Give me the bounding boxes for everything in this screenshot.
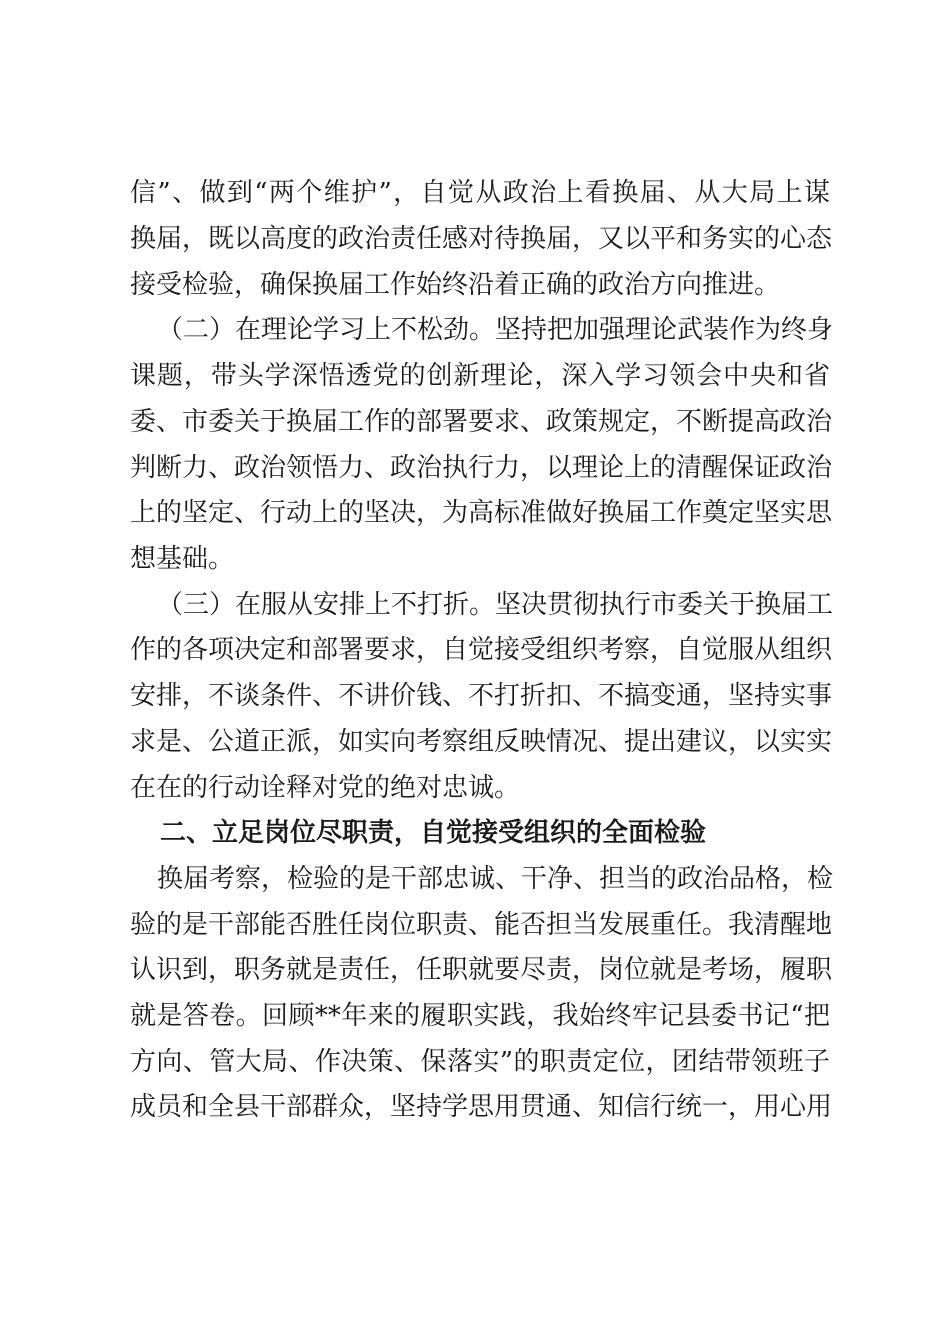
- text-line: （二）在理论学习上不松劲。坚持把加强理论武装作为终身: [157, 315, 834, 345]
- text-line: 在在的行动诠释对党的绝对忠诚。: [130, 773, 521, 803]
- text-line: 验的是干部能否胜任岗位职责、能否担当发展重任。我清醒地: [130, 910, 833, 940]
- text-line: 课题，带头学深悟透党的创新理论，深入学习领会中央和省: [130, 361, 830, 391]
- text-line: 求是、公道正派，如实向考察组反映情况、提出建议，以实实: [130, 727, 833, 757]
- text-line: 作的各项决定和部署要求，自觉接受组织考察，自觉服从组织: [130, 635, 833, 665]
- text-line: 信”、做到“两个维护”，自觉从政治上看换届、从大局上谋: [130, 178, 830, 208]
- section-heading: 二、立足岗位尽职责，自觉接受组织的全面检验: [160, 818, 707, 848]
- text-line: 成员和全县干部群众，坚持学思用贯通、知信行统一，用心用: [130, 1092, 833, 1122]
- text-line: 换届，既以高度的政治责任感对待换届，又以平和务实的心态: [130, 224, 833, 254]
- text-line: 判断力、政治领悟力、政治执行力，以理论上的清醒保证政治: [130, 453, 833, 483]
- text-line: 换届考察，检验的是干部忠诚、干净、担当的政治品格，检: [157, 864, 834, 894]
- text-line: 方向、管大局、作决策、保落实”的职责定位，团结带领班子: [130, 1047, 830, 1077]
- text-line: 委、市委关于换届工作的部署要求、政策规定，不断提高政治: [130, 407, 833, 437]
- text-line: 接受检验，确保换届工作始终沿着正确的政治方向推进。: [130, 270, 781, 300]
- text-line: 就是答卷。回顾**年来的履职实践，我始终牢记县委书记“把: [130, 1001, 830, 1031]
- text-line: 安排，不谈条件、不讲价钱、不打折扣、不搞变通，坚持实事: [130, 681, 833, 711]
- text-line: （三）在服从安排上不打折。坚决贯彻执行市委关于换届工: [157, 590, 834, 620]
- text-line: 上的坚定、行动上的坚决，为高标准做好换届工作奠定坚实思: [130, 498, 833, 528]
- text-line: 想基础。: [130, 544, 235, 574]
- text-line: 认识到，职务就是责任，任职就要尽责，岗位就是考场，履职: [130, 955, 833, 985]
